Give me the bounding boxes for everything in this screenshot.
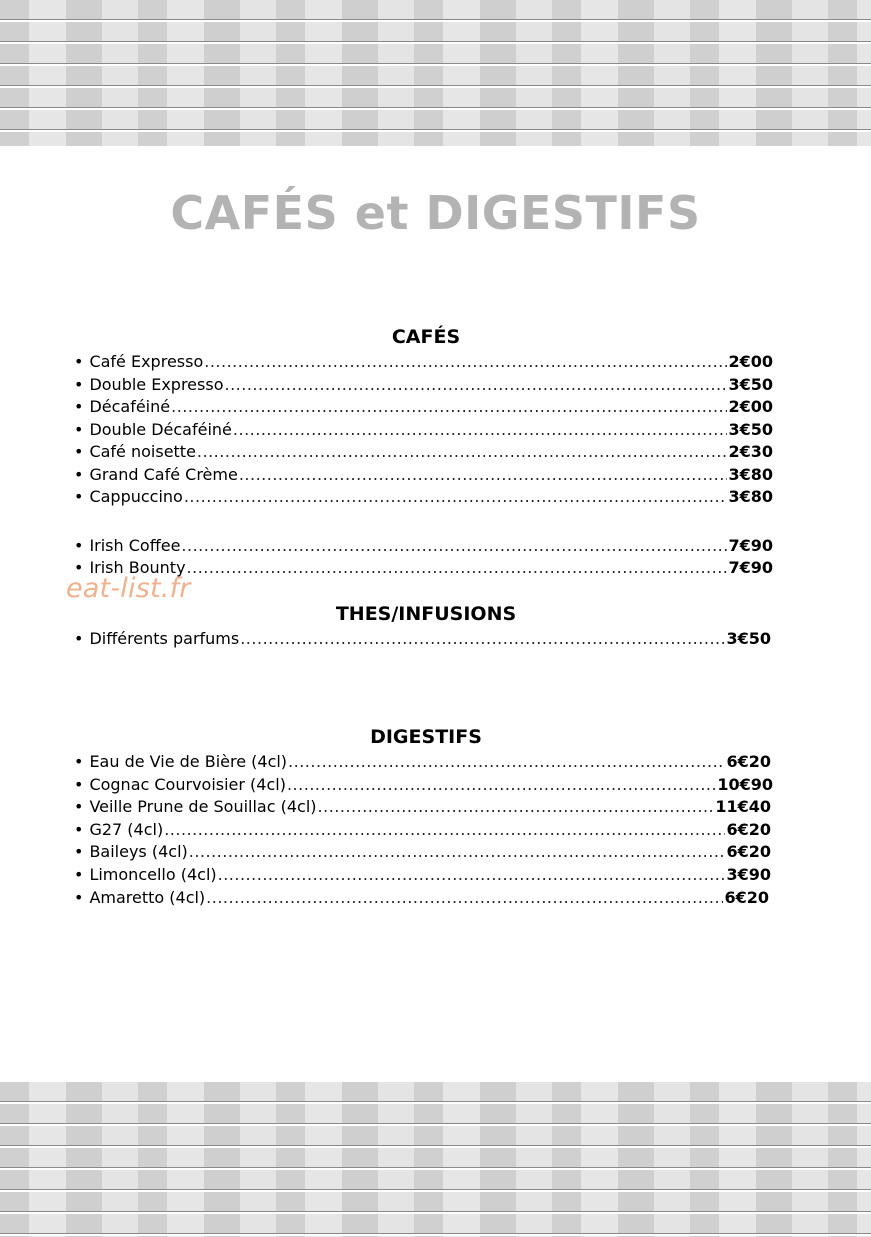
item-name: Irish Bounty [89, 558, 186, 577]
section-title-thes: THES/INFUSIONS [335, 603, 517, 625]
item-name: Limoncello (4cl) [89, 865, 217, 884]
bullet: • [74, 487, 84, 506]
menu-item [74, 396, 773, 418]
leader-dots [189, 841, 726, 863]
item-name: Cappuccino [89, 487, 183, 506]
leader-dots [204, 351, 727, 373]
item-price: 3€80 [728, 465, 773, 484]
item-price: 3€50 [728, 420, 773, 439]
leader-dots [287, 774, 716, 796]
menu-item [74, 464, 773, 486]
leader-dots [288, 751, 725, 773]
leader-dots [164, 819, 725, 841]
item-price: 6€20 [726, 820, 771, 839]
menu-item [74, 796, 771, 818]
bullet: • [74, 820, 84, 839]
item-price: 10€90 [717, 775, 773, 794]
decorative-tile-band-top [0, 0, 871, 146]
watermark: eat-list.fr [66, 573, 191, 604]
leader-dots [239, 464, 728, 486]
decorative-tile-band-bottom [0, 1082, 871, 1237]
item-price: 2€00 [728, 397, 773, 416]
leader-dots [184, 486, 728, 508]
leader-dots [233, 419, 728, 441]
leader-dots [187, 557, 728, 579]
item-name: Veille Prune de Souillac (4cl) [89, 797, 317, 816]
item-price: 6€20 [726, 752, 771, 771]
menu-item [74, 441, 773, 463]
item-price: 3€90 [726, 865, 771, 884]
menu-item [74, 535, 773, 557]
bullet: • [74, 352, 84, 371]
bullet: • [74, 536, 84, 555]
item-price: 6€20 [724, 888, 769, 907]
item-price: 7€90 [728, 558, 773, 577]
menu-item [74, 841, 771, 863]
leader-dots [218, 864, 726, 886]
item-name: Double Expresso [89, 375, 224, 394]
bullet: • [74, 465, 84, 484]
item-price: 7€90 [728, 536, 773, 555]
menu-item [74, 351, 773, 373]
item-name: Irish Coffee [89, 536, 181, 555]
item-name: G27 (4cl) [89, 820, 164, 839]
leader-dots [181, 535, 727, 557]
bullet: • [74, 375, 84, 394]
item-price: 3€80 [728, 487, 773, 506]
item-name: Café Expresso [89, 352, 204, 371]
bullet: • [74, 397, 84, 416]
leader-dots [224, 374, 727, 396]
menu-item [74, 774, 773, 796]
item-name: Cognac Courvoisier (4cl) [89, 775, 286, 794]
item-price: 2€30 [728, 442, 773, 461]
bullet: • [74, 797, 84, 816]
bullet: • [74, 558, 84, 577]
menu-item [74, 628, 771, 650]
page-title: CAFÉS et DIGESTIFS [170, 186, 701, 240]
item-name: Décaféiné [89, 397, 171, 416]
item-name: Eau de Vie de Bière (4cl) [89, 752, 288, 771]
item-name: Baileys (4cl) [89, 842, 188, 861]
bullet: • [74, 629, 84, 648]
menu-item [74, 374, 773, 396]
item-name: Café noisette [89, 442, 196, 461]
bullet: • [74, 865, 84, 884]
bullet: • [74, 420, 84, 439]
item-price: 2€00 [728, 352, 773, 371]
menu-item [74, 819, 771, 841]
item-name: Amaretto (4cl) [89, 888, 206, 907]
item-name: Grand Café Crème [89, 465, 238, 484]
section-title-digestifs: DIGESTIFS [370, 726, 482, 748]
item-price: 3€50 [726, 629, 771, 648]
bullet: • [74, 775, 84, 794]
bullet: • [74, 888, 84, 907]
leader-dots [240, 628, 725, 650]
bullet: • [74, 442, 84, 461]
item-name: Différents parfums [89, 629, 240, 648]
leader-dots [171, 396, 727, 418]
bullet: • [74, 752, 84, 771]
leader-dots [318, 796, 715, 818]
menu-item [74, 887, 769, 909]
item-name: Double Décaféiné [89, 420, 232, 439]
section-title-cafes: CAFÉS [391, 326, 461, 348]
item-price: 6€20 [726, 842, 771, 861]
menu-item [74, 486, 773, 508]
item-price: 11€40 [715, 797, 771, 816]
menu-item [74, 419, 773, 441]
leader-dots [197, 441, 728, 463]
menu-item [74, 864, 771, 886]
item-price: 3€50 [728, 375, 773, 394]
menu-item [74, 751, 771, 773]
bullet: • [74, 842, 84, 861]
leader-dots [206, 887, 723, 909]
